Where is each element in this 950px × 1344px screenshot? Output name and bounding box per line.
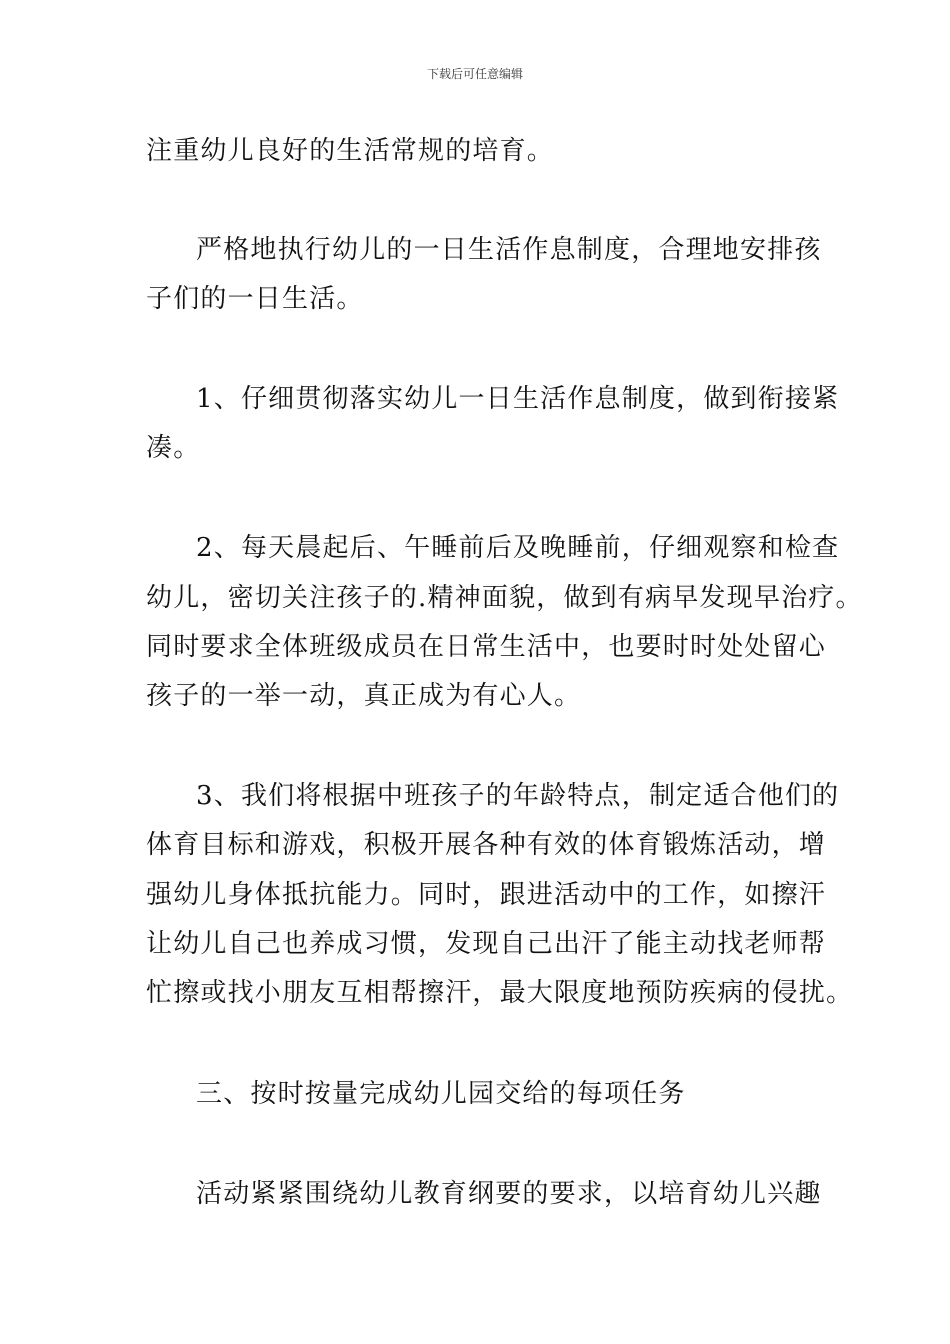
paragraph-line: 活动紧紧围绕幼儿教育纲要的要求，以培育幼儿兴趣 xyxy=(196,1179,822,1209)
paragraph-line: 幼儿，密切关注孩子的.精神面貌，做到有病早发现早治疗。 xyxy=(146,583,863,613)
paragraph-line: 同时要求全体班级成员在日常生活中，也要时时处处留心 xyxy=(146,632,827,662)
paragraph-line: 凑。 xyxy=(146,433,201,463)
paragraph-line: 孩子的一举一动，真正成为有心人。 xyxy=(146,681,582,711)
paragraph-line: 严格地执行幼儿的一日生活作息制度，合理地安排孩 xyxy=(196,235,822,265)
paragraph-line: 体育目标和游戏，积极开展各种有效的体育锻炼活动，增 xyxy=(146,830,827,860)
paragraph-line: 1、仔细贯彻落实幼儿一日生活作息制度，做到衔接紧 xyxy=(196,384,840,414)
page-header-note: 下载后可任意编辑 xyxy=(426,67,523,81)
paragraph-line: 注重幼儿良好的生活常规的培育。 xyxy=(146,136,555,166)
paragraph-line: 3、我们将根据中班孩子的年龄特点，制定适合他们的 xyxy=(196,781,840,811)
paragraph-line: 子们的一日生活。 xyxy=(146,284,364,314)
paragraph-line: 忙擦或找小朋友互相帮擦汗，最大限度地预防疾病的侵扰。 xyxy=(146,978,854,1008)
paragraph-line: 2、每天晨起后、午睡前后及晚睡前，仔细观察和检查 xyxy=(196,533,840,563)
paragraph-line: 强幼儿身体抵抗能力。同时，跟进活动中的工作，如擦汗 xyxy=(146,880,827,910)
section-heading: 三、按时按量完成幼儿园交给的每项任务 xyxy=(196,1079,686,1109)
paragraph-line: 让幼儿自己也养成习惯，发现自己出汗了能主动找老师帮 xyxy=(146,929,827,959)
